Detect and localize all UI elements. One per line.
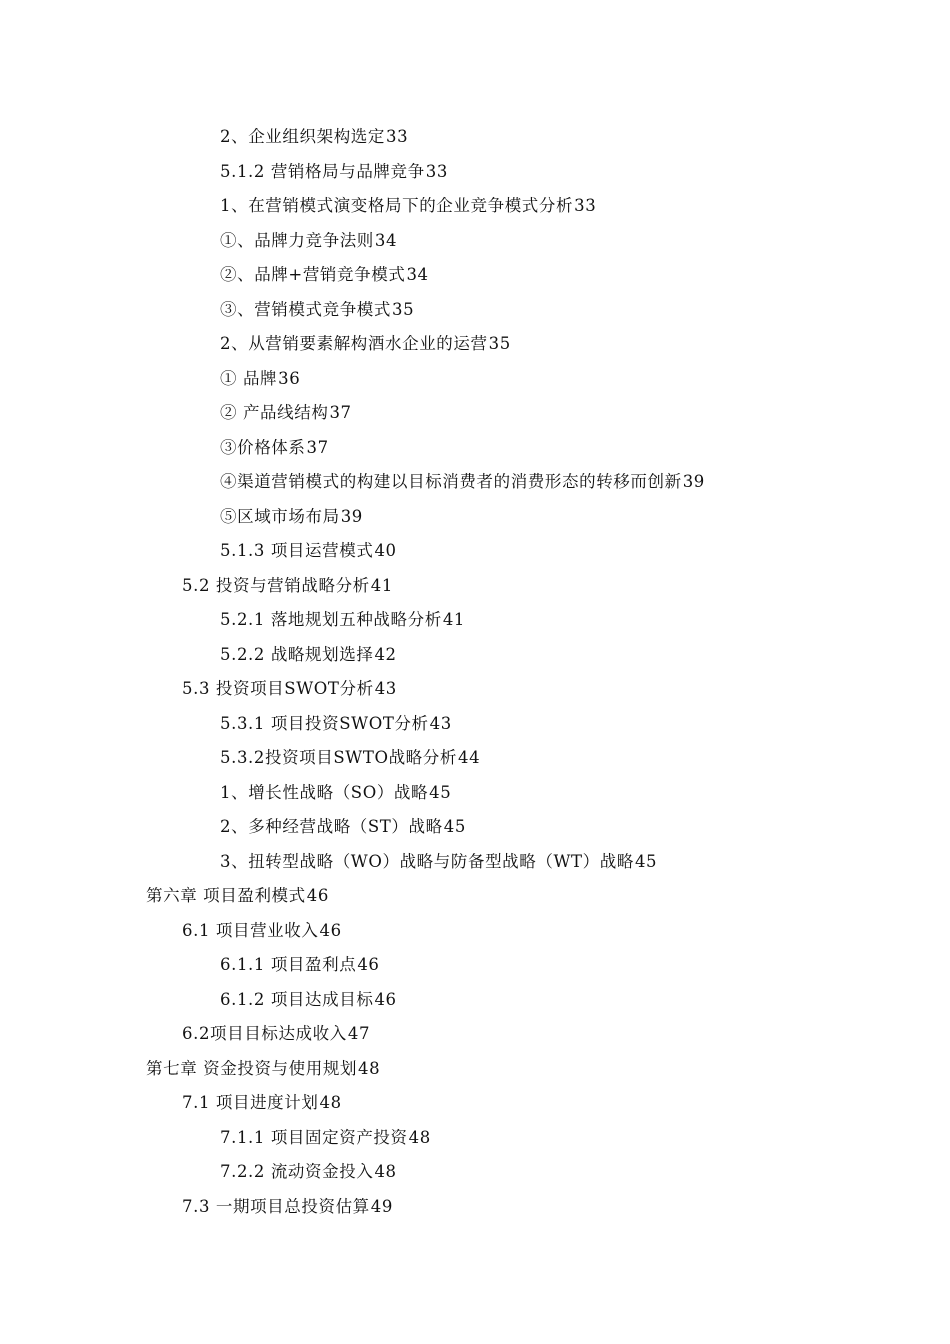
toc-entry-title: 7.1.1 项目固定资产投资 bbox=[220, 1127, 408, 1147]
toc-entry-title: 5.3.1 项目投资SWOT分析 bbox=[220, 713, 429, 733]
toc-entry[interactable] bbox=[0, 605, 950, 640]
toc-entry-title: 第六章 项目盈利模式 bbox=[146, 886, 306, 905]
toc-page-number: 48 bbox=[374, 1162, 397, 1181]
toc-entry[interactable] bbox=[0, 950, 950, 985]
toc-entry-title: 5.2 投资与营销战略分析 bbox=[182, 575, 370, 595]
toc-entry[interactable] bbox=[0, 295, 950, 330]
toc-entry[interactable] bbox=[0, 329, 950, 364]
toc-entry-title: 6.1 项目营业收入 bbox=[182, 920, 319, 940]
toc-entry[interactable] bbox=[0, 433, 950, 468]
toc-page-number: 48 bbox=[319, 1093, 342, 1112]
toc-entry[interactable] bbox=[0, 709, 950, 744]
toc-page-number: 41 bbox=[442, 610, 466, 629]
toc-page-number: 49 bbox=[370, 1196, 393, 1216]
toc-entry-title: 5.3 投资项目SWOT分析 bbox=[182, 679, 374, 698]
toc-entry-title: ②、品牌+营销竞争模式 bbox=[220, 265, 406, 284]
toc-page-number: 35 bbox=[392, 299, 415, 319]
toc-page-number: 46 bbox=[374, 989, 397, 1009]
toc-entry-title: ① 品牌 bbox=[220, 368, 278, 388]
toc-page-number: 33 bbox=[425, 161, 448, 181]
toc-entry-title: 第七章 资金投资与使用规划 bbox=[146, 1058, 358, 1078]
toc-page-number: 48 bbox=[408, 1127, 431, 1147]
toc-entry[interactable] bbox=[0, 502, 950, 537]
table-of-contents bbox=[0, 122, 950, 1226]
toc-entry-title: 5.1.2 营销格局与品牌竞争 bbox=[220, 161, 425, 181]
toc-page-number: 46 bbox=[306, 886, 329, 905]
toc-page-number: 48 bbox=[358, 1058, 381, 1078]
toc-entry[interactable] bbox=[0, 157, 950, 192]
toc-entry-title: 6.2项目目标达成收入 bbox=[182, 1024, 347, 1043]
toc-entry-title: ③、营销模式竞争模式 bbox=[220, 299, 391, 319]
toc-entry[interactable] bbox=[0, 916, 950, 951]
toc-entry[interactable] bbox=[0, 1019, 950, 1054]
toc-entry-title: 6.1.2 项目达成目标 bbox=[220, 989, 374, 1009]
toc-page-number: 42 bbox=[374, 644, 397, 664]
toc-page-number: 47 bbox=[347, 1024, 371, 1043]
toc-page-number: 41 bbox=[370, 575, 393, 595]
toc-page-number: 36 bbox=[278, 368, 301, 388]
toc-page-number: 45 bbox=[634, 851, 658, 871]
toc-entry-title: 6.1.1 项目盈利点 bbox=[220, 955, 357, 974]
toc-page-number: 40 bbox=[374, 541, 397, 560]
toc-entry-title: 5.3.2投资项目SWTO战略分析 bbox=[220, 748, 457, 767]
toc-page-number: 45 bbox=[443, 817, 466, 836]
toc-entry[interactable] bbox=[0, 778, 950, 813]
toc-entry-title: 7.3 一期项目总投资估算 bbox=[182, 1196, 370, 1216]
toc-entry[interactable] bbox=[0, 260, 950, 295]
toc-entry[interactable] bbox=[0, 812, 950, 847]
toc-entry[interactable] bbox=[0, 536, 950, 571]
toc-entry[interactable] bbox=[0, 398, 950, 433]
toc-entry[interactable] bbox=[0, 1157, 950, 1192]
toc-page-number: 37 bbox=[329, 403, 352, 422]
toc-entry[interactable] bbox=[0, 640, 950, 675]
toc-entry-title: 7.1 项目进度计划 bbox=[182, 1093, 319, 1112]
toc-entry[interactable] bbox=[0, 881, 950, 916]
toc-entry-title: ⑤区域市场布局 bbox=[220, 506, 340, 526]
toc-page-number: 39 bbox=[682, 472, 705, 491]
toc-entry-title: ①、品牌力竞争法则 bbox=[220, 230, 374, 250]
toc-entry-title: 7.2.2 流动资金投入 bbox=[220, 1162, 374, 1181]
toc-page-number: 33 bbox=[386, 127, 409, 146]
toc-entry-title: ③价格体系 bbox=[220, 437, 306, 457]
toc-entry-title: 1、在营销模式演变格局下的企业竞争模式分析 bbox=[220, 196, 574, 215]
toc-entry-title: 5.2.1 落地规划五种战略分析 bbox=[220, 610, 442, 629]
toc-page-number: 34 bbox=[374, 230, 398, 250]
toc-page-number: 35 bbox=[488, 334, 511, 353]
toc-entry-title: 2、企业组织架构选定 bbox=[220, 127, 385, 146]
toc-entry[interactable] bbox=[0, 364, 950, 399]
toc-entry[interactable] bbox=[0, 1088, 950, 1123]
toc-entry[interactable] bbox=[0, 1123, 950, 1158]
toc-entry-title: 3、扭转型战略（WO）战略与防备型战略（WT）战略 bbox=[220, 851, 634, 871]
toc-page-number: 45 bbox=[429, 782, 452, 802]
toc-page-number: 39 bbox=[340, 506, 363, 526]
toc-entry[interactable] bbox=[0, 743, 950, 778]
toc-page-number: 43 bbox=[429, 713, 452, 733]
toc-page-number: 37 bbox=[306, 437, 329, 457]
toc-page-number: 33 bbox=[574, 196, 597, 215]
toc-entry[interactable] bbox=[0, 467, 950, 502]
toc-entry[interactable] bbox=[0, 674, 950, 709]
toc-entry[interactable] bbox=[0, 1054, 950, 1089]
toc-entry[interactable] bbox=[0, 1192, 950, 1227]
toc-entry[interactable] bbox=[0, 847, 950, 882]
toc-entry-title: 2、从营销要素解构酒水企业的运营 bbox=[220, 334, 488, 353]
toc-entry[interactable] bbox=[0, 122, 950, 157]
toc-page-number: 46 bbox=[357, 955, 380, 974]
toc-page-number: 44 bbox=[457, 748, 481, 767]
toc-entry-title: ④渠道营销模式的构建以目标消费者的消费形态的转移而创新 bbox=[220, 472, 682, 491]
toc-entry-title: ② 产品线结构 bbox=[220, 403, 329, 422]
toc-entry[interactable] bbox=[0, 226, 950, 261]
toc-entry-title: 1、增长性战略（SO）战略 bbox=[220, 782, 429, 802]
toc-entry-title: 2、多种经营战略（ST）战略 bbox=[220, 817, 443, 836]
toc-entry-title: 5.2.2 战略规划选择 bbox=[220, 644, 374, 664]
toc-page-number: 43 bbox=[374, 679, 397, 698]
toc-page-number: 46 bbox=[319, 920, 342, 940]
toc-entry[interactable] bbox=[0, 191, 950, 226]
toc-entry-title: 5.1.3 项目运营模式 bbox=[220, 541, 374, 560]
toc-page-number: 34 bbox=[406, 265, 429, 284]
toc-entry[interactable] bbox=[0, 571, 950, 606]
toc-entry[interactable] bbox=[0, 985, 950, 1020]
